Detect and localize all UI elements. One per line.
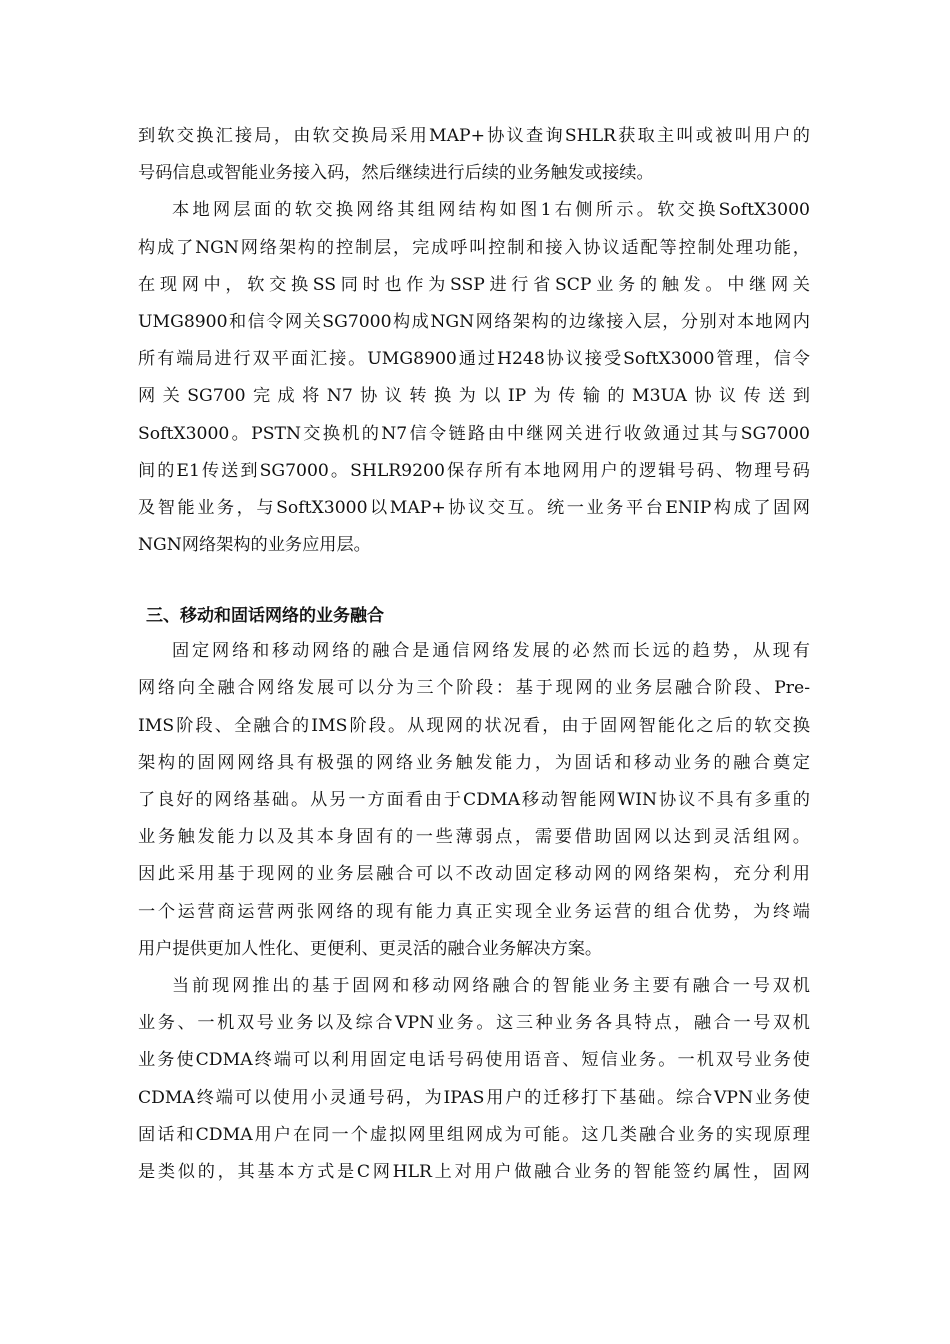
text-line: 构成了NGN网络架构的控制层，完成呼叫控制和接入协议适配等控制处理功能，: [138, 237, 810, 258]
text-line: NGN网络架构的业务应用层。: [138, 535, 371, 556]
text-line: 是类似的，其基本方式是C网HLR上对用户做融合业务的智能签约属性，固网: [138, 1161, 810, 1182]
text-line: 用户提供更加人性化、更便利、更灵活的融合业务解决方案。: [138, 938, 603, 959]
text-line: 业务使CDMA终端可以利用固定电话号码使用语音、短信业务。一机双号业务使: [138, 1050, 810, 1071]
text-line: 架构的固网网络具有极强的网络业务触发能力，为固话和移动业务的融合奠定: [138, 752, 810, 773]
text-line: 固话和CDMA用户在同一个虚拟网里组网成为可能。这几类融合业务的实现原理: [138, 1124, 810, 1145]
text-line: SoftX3000。PSTN交换机的N7信令链路由中继网关进行收敛通过其与SG7000: [138, 423, 810, 444]
text-line: 号码信息或智能业务接入码，然后继续进行后续的业务触发或接续。: [138, 163, 654, 184]
text-line: IMS阶段、全融合的IMS阶段。从现网的状况看，由于固网智能化之后的软交换: [138, 715, 810, 736]
text-line: 因此采用基于现网的业务层融合可以不改动固定移动网的网络架构，充分利用: [138, 864, 810, 885]
text-line: 到软交换汇接局，由软交换局采用MAP+协议查询SHLR获取主叫或被叫用户的: [138, 126, 810, 146]
text-line: 业务、一机双号业务以及综合VPN业务。这三种业务各具特点，融合一号双机: [138, 1013, 810, 1034]
text-line: 在现网中，软交换SS同时也作为SSP进行省SCP业务的触发。中继网关: [138, 274, 810, 295]
text-line: 所有端局进行双平面汇接。UMG8900通过H248协议接受SoftX3000管理，信令: [138, 349, 810, 370]
convergence-paragraph: [138, 633, 810, 968]
section-heading: 三、移动和固话网络的业务融合: [146, 606, 384, 627]
text-line: 间的E1传送到SG7000。SHLR9200保存所有本地网用户的逻辑号码、物理号码: [138, 460, 810, 481]
text-line: 及智能业务，与SoftX3000以MAP+协议交互。统一业务平台ENIP构成了固网: [138, 497, 810, 518]
text-line: 本地网层面的软交换网络其组网结构如图1右侧所示。软交换SoftX3000: [172, 200, 810, 221]
intro-paragraph: [138, 118, 810, 192]
document-page: [138, 118, 810, 1191]
text-line: 一个运营商运营两张网络的现有能力真正实现全业务运营的组合优势，为终端: [138, 901, 810, 922]
text-line: 业务触发能力以及其本身固有的一些薄弱点，需要借助固网以达到灵活组网。: [138, 827, 810, 848]
services-paragraph: [138, 968, 810, 1191]
text-line: 网络向全融合网络发展可以分为三个阶段：基于现网的业务层融合阶段、Pre-: [138, 678, 810, 699]
text-line: 网关SG700完成将N7协议转换为以IP为传输的M3UA协议传送到: [138, 386, 810, 407]
text-line: CDMA终端可以使用小灵通号码，为IPAS用户的迁移打下基础。综合VPN业务使: [138, 1087, 810, 1108]
text-line: UMG8900和信令网关SG7000构成NGN网络架构的边缘接入层，分别对本地网内: [138, 311, 810, 332]
text-line: 了良好的网络基础。从另一方面看由于CDMA移动智能网WIN协议不具有多重的: [138, 790, 810, 810]
text-line: 固定网络和移动网络的融合是通信网络发展的必然而长远的趋势，从现有: [172, 641, 810, 662]
text-line: 当前现网推出的基于固网和移动网络融合的智能业务主要有融合一号双机: [172, 975, 810, 996]
network-structure-paragraph: [138, 192, 810, 564]
